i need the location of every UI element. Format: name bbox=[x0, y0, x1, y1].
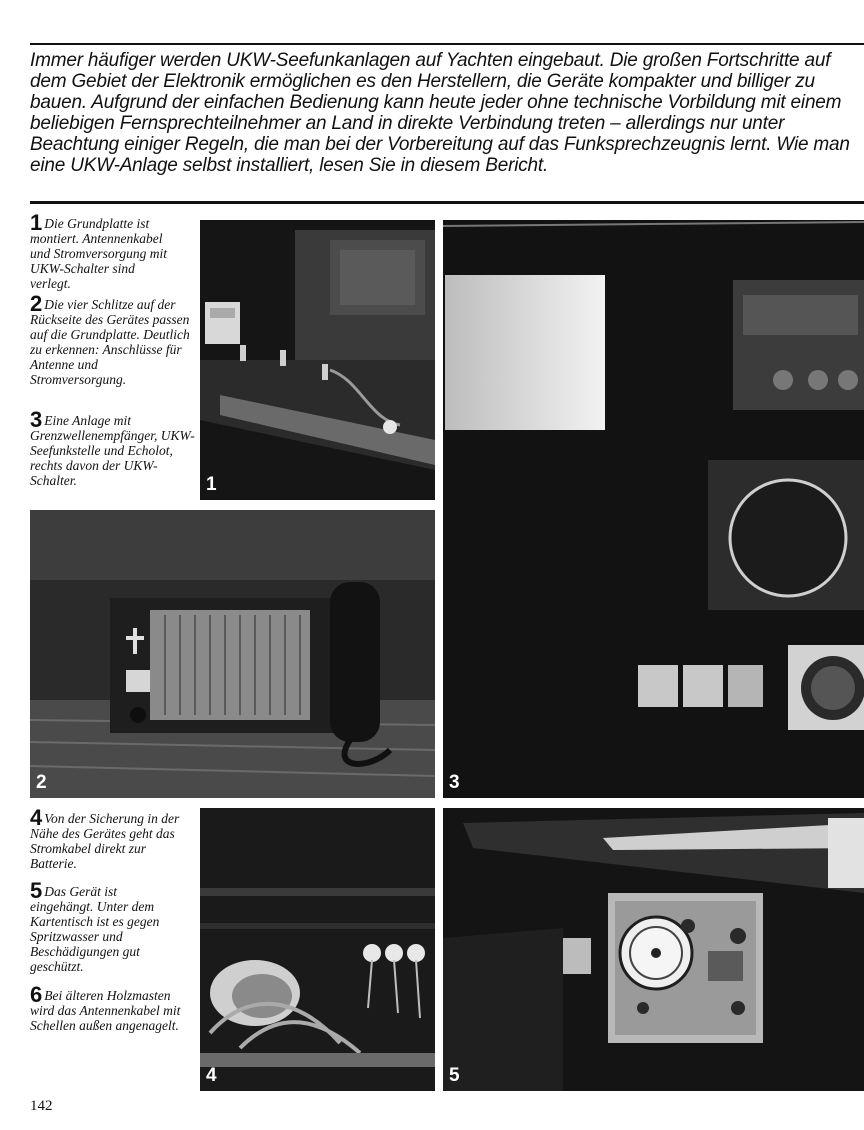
caption-1-text: Die Grundplatte ist montiert. Antennenkabel und Stromversorgung mit UKW-Schalter sind verlegt. bbox=[30, 216, 167, 291]
photo-4-number: 4 bbox=[206, 1065, 217, 1086]
photo-2-number: 2 bbox=[36, 772, 47, 793]
photo-4 bbox=[200, 808, 435, 1091]
caption-4 bbox=[30, 805, 195, 871]
photo-4-image bbox=[200, 808, 435, 1091]
photo-5-image bbox=[443, 808, 864, 1091]
photo-5 bbox=[443, 808, 864, 1091]
caption-5-text: Das Gerät ist eingehängt. Unter dem Kartentisch ist es gegen Spritzwasser und Beschädigungen gut geschützt. bbox=[30, 884, 160, 974]
photo-1-image bbox=[200, 220, 435, 500]
photo-3-number: 3 bbox=[449, 772, 460, 793]
caption-3-text: Eine Anlage mit Grenzwellenempfänger, UKW-Seefunkstelle und Echolot, rechts davon der UKW-Schalter. bbox=[30, 413, 195, 488]
top-rule bbox=[30, 43, 864, 45]
caption-6-number: 6 bbox=[30, 982, 43, 1007]
caption-4-number: 4 bbox=[30, 805, 43, 830]
caption-2 bbox=[30, 291, 190, 387]
photo-1-number: 1 bbox=[206, 474, 217, 495]
photo-3-image bbox=[443, 220, 864, 798]
intro-bottom-rule bbox=[30, 201, 864, 204]
caption-2-number: 2 bbox=[30, 291, 43, 316]
photo-5-number: 5 bbox=[449, 1065, 460, 1086]
caption-1 bbox=[30, 210, 175, 291]
photo-2-image bbox=[30, 510, 435, 798]
caption-1-number: 1 bbox=[30, 210, 43, 235]
page-number: 142 bbox=[30, 1098, 53, 1114]
caption-6 bbox=[30, 982, 185, 1033]
caption-3-number: 3 bbox=[30, 407, 43, 432]
photo-1 bbox=[200, 220, 435, 500]
photo-2 bbox=[30, 510, 435, 798]
caption-6-text: Bei älteren Holzmasten wird das Antennenkabel mit Schellen außen angenagelt. bbox=[30, 988, 181, 1033]
intro-paragraph: Immer häufiger werden UKW-Seefunkanlagen auf Yachten eingebaut. Die großen Fortschritte auf dem Gebiet der Elektronik ermöglichen es den Herstellern, die Geräte kompakter und billiger zu bauen. Aufgrund der einfachen Bedienung kann heute jeder ohne technische Vorbildung mit einem beliebigen Fernsprechteilnehmer an Land in direkte Verbindung treten – allerdings nur unter Beachtung einiger Regeln, die man bei der Vorbereitung auf das Funksprechzeugnis lernt. Wie man eine UKW-Anlage selbst installiert, lesen Sie in diesem Bericht. bbox=[30, 50, 850, 176]
caption-5-number: 5 bbox=[30, 878, 43, 903]
caption-4-text: Von der Sicherung in der Nähe des Gerätes geht das Stromkabel direkt zur Batterie. bbox=[30, 811, 180, 871]
photo-3 bbox=[443, 220, 864, 798]
caption-2-text: Die vier Schlitze auf der Rückseite des Gerätes passen auf die Grundplatte. Deutlich zu erkennen: Anschlüsse für Antenne und Stromversorgung. bbox=[30, 297, 190, 387]
caption-5 bbox=[30, 878, 180, 974]
caption-3 bbox=[30, 407, 195, 488]
